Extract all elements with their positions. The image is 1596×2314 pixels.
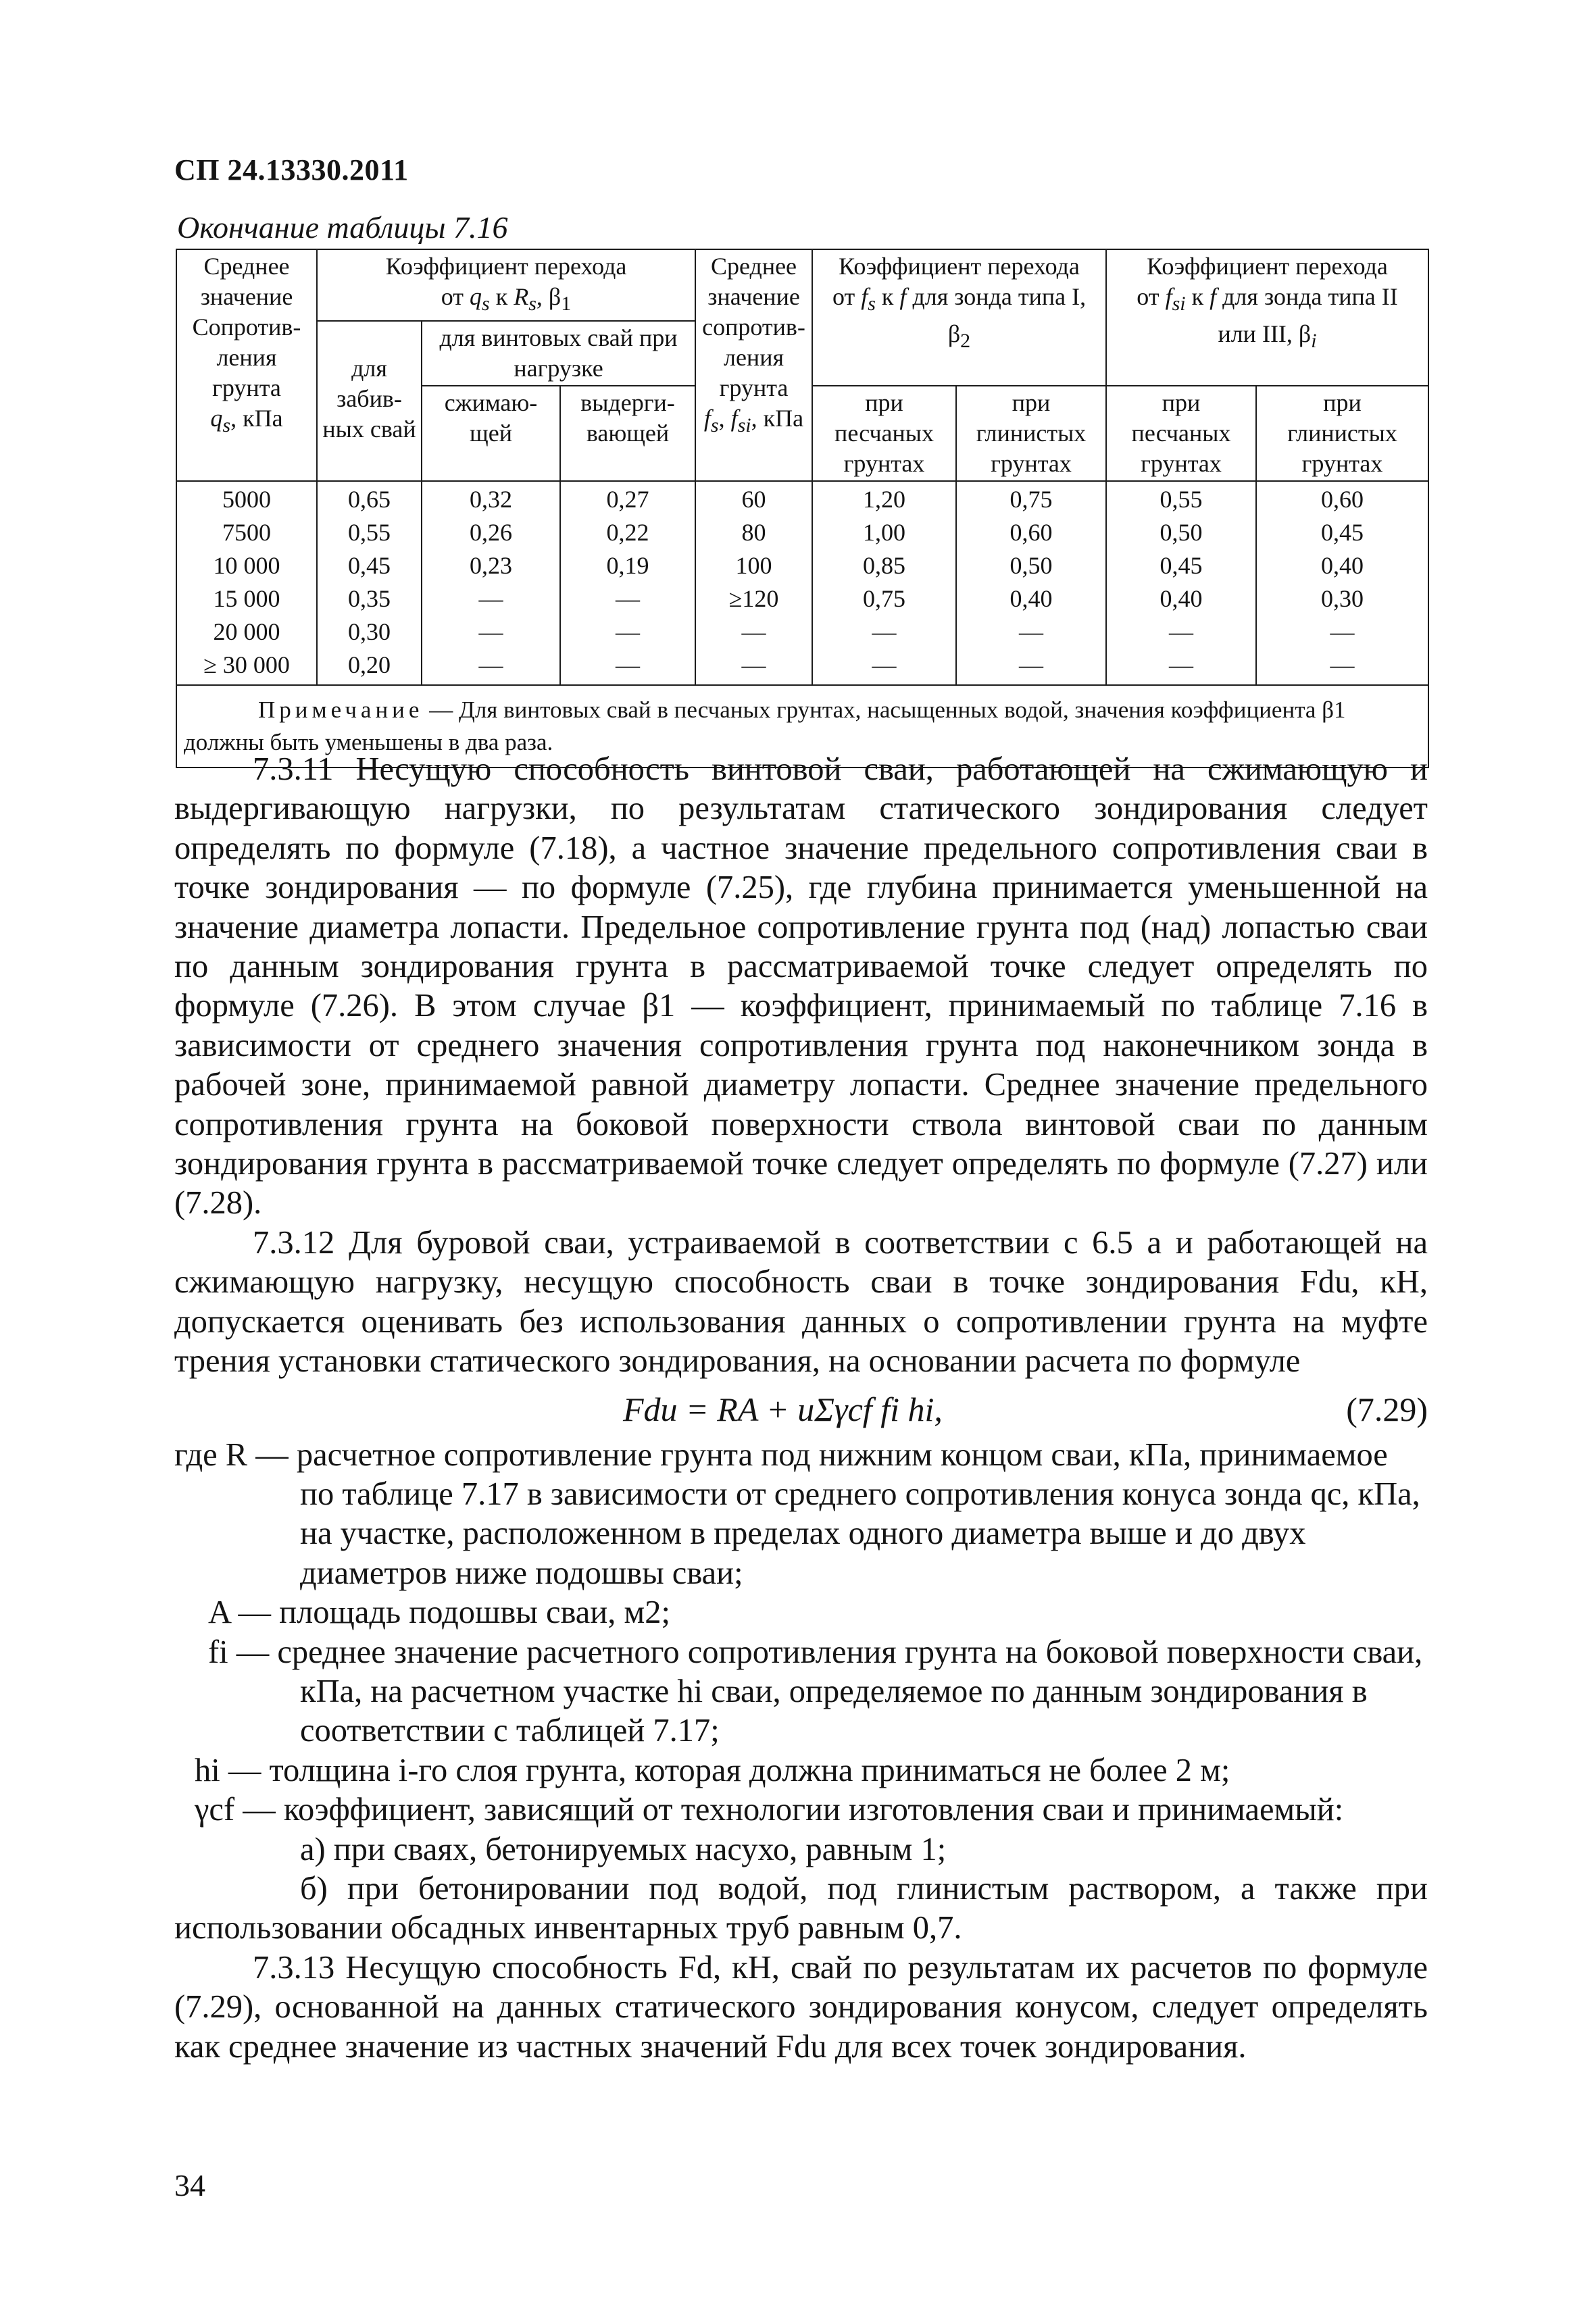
definition-hi: hi — толщина i-го слоя грунта, которая должна приниматься не более 2 м; [195,1752,1230,1788]
table-cell: 0,50 [1106,515,1256,548]
table-cell: — [560,614,695,647]
table-cell: — [1256,614,1428,647]
table-row [176,647,1428,685]
formula-number: (7.29) [1346,1390,1428,1428]
table-cell: 0,20 [317,647,422,685]
table-cell: — [560,647,695,685]
table-caption: Окончание таблицы 7.16 [177,210,508,245]
table-cell: 0,45 [1256,515,1428,548]
table-cell: — [812,647,956,685]
paragraph-7-3-13: 7.3.13 Несущую способность Fd, кН, свай по результатам их расчетов по формуле (7.29), основанной на данных статического зондирования конусом, следует определять как среднее значение из частных значений Fdu для всех точек зондирования. [174,1949,1428,2065]
formula-7-29 [174,1386,1428,1436]
definition-R: где R — расчетное сопротивление грунта под нижним концом сваи, кПа, принимаемое по таблице 7.17 в зависимости от среднего сопротивления конуса зонда qc, кПа, на участке, расположенном в пределах одного диаметра выше и до двух диаметров ниже подошвы сваи; [174,1436,1420,1591]
table-cell: — [695,647,812,685]
table-cell: 0,45 [1106,548,1256,581]
table-cell: 20 000 [176,614,317,647]
header-pulling: выдерги- вающей [560,386,695,481]
definition-gamma-cf: γcf — коэффициент, зависящий от технологии изготовления сваи и принимаемый: [195,1792,1344,1828]
header-betai: Коэффициент перехода от $f_{si}$ к f для зонда типа II или III, $\beta_i$ [1106,249,1428,386]
header-beta2: Коэффициент перехода от $f_s$ к f для зонда типа I, $\beta_2$ [812,249,1106,386]
formula-expression: Fdu = RA + uΣγcf fi hi, [623,1390,943,1428]
paragraph-7-3-12: 7.3.12 Для буровой сваи, устраиваемой в соответствии с 6.5 а и работающей на сжимающую нагрузку, несущую способность сваи в точке зондирования Fdu, кН, допускается оценивать без использования данных о сопротивлении грунта на муфте трения установки статического зондирования, на основании расчета по формуле [174,1224,1428,1380]
table-cell: 0,45 [317,548,422,581]
header-driven-piles: для забив- ных свай [317,321,422,481]
paragraph-7-3-11: 7.3.11 Несущую способность винтовой сваи, работающей на сжимающую и выдергивающую нагрузки, по результатам статического зондирования следует определять по формуле (7.18), а частное значение предельного сопротивления сваи в точке зондирования — по формуле (7.25), где глубина принимается уменьшенной на значение диаметра лопасти. Предельное сопротивление грунта под (над) лопастью сваи по данным зондирования грунта в рассматриваемой точке следует определять по формуле (7.26). В этом случае β1 — коэффициент, принимаемый по таблице 7.16 в зависимости от среднего значения сопротивления грунта под наконечником зонда в рабочей зоне, принимаемой равной диаметру лопасти. Среднее значение предельного сопротивления грунта на боковой поверхности ствола винтовой сваи по данным зондирования грунта в рассматриваемой точке следует определять по формуле (7.27) или (7.28). [174,751,1428,1222]
table-cell: ≥120 [695,581,812,614]
item-a: а) при сваях, бетонируемых насухо, равным 1; [300,1831,947,1867]
table-cell: 15 000 [176,581,317,614]
body-text [174,750,1428,2067]
table-row [176,515,1428,548]
header-soil-resistance: Среднее значение Сопротив- ления грунта $q_s$, кПа [176,249,317,481]
table-cell: ≥ 30 000 [176,647,317,685]
table-cell: — [1106,614,1256,647]
table-cell: 0,27 [560,481,695,515]
table-cell: 0,40 [1106,581,1256,614]
table-cell: 0,55 [317,515,422,548]
table-cell: 0,65 [317,481,422,515]
table-cell: 5000 [176,481,317,515]
table-cell: 1,00 [812,515,956,548]
table-cell: 0,75 [812,581,956,614]
table-cell: 0,30 [1256,581,1428,614]
table-cell: 0,50 [956,548,1106,581]
table-cell: 0,19 [560,548,695,581]
header-clayey-1: при глинистых грунтах [956,386,1106,481]
table-cell: 0,22 [560,515,695,548]
table-cell: 100 [695,548,812,581]
table-cell: 0,26 [422,515,560,548]
table-row [176,614,1428,647]
table-cell: — [695,614,812,647]
table-cell: 80 [695,515,812,548]
header-compressing: сжимаю- щей [422,386,560,481]
table-cell: — [1106,647,1256,685]
table-cell: 0,60 [956,515,1106,548]
table-cell: 1,20 [812,481,956,515]
header-sandy-2: при песчаных грунтах [1106,386,1256,481]
table-cell: — [422,581,560,614]
table-cell: 0,23 [422,548,560,581]
table-cell: 60 [695,481,812,515]
table-cell: — [422,614,560,647]
document-header: СП 24.13330.2011 [174,153,409,186]
table-cell: 0,85 [812,548,956,581]
table-cell: 0,35 [317,581,422,614]
definition-A: A — площадь подошвы сваи, м2; [208,1594,670,1631]
note-text: — Для винтовых свай в песчаных грунтах, насыщенных водой, значения коэффициента β1 должны быть уменьшены в два раза. [184,697,1346,756]
note-label: Примечание [258,697,424,724]
table-cell: 0,40 [956,581,1106,614]
table-cell: 0,32 [422,481,560,515]
header-sandy-1: при песчаных грунтах [812,386,956,481]
header-side-resistance: Среднее значение сопротив- ления грунта $f_s$, $f_{si}$, кПа [695,249,812,481]
table-cell: 7500 [176,515,317,548]
header-clayey-2: при глинистых грунтах [1256,386,1428,481]
table-row [176,581,1428,614]
page-number: 34 [174,2168,205,2203]
table-cell: 0,55 [1106,481,1256,515]
table-row [176,548,1428,581]
item-b: б) при бетонировании под водой, под глинистым раствором, а также при использовании обсадных инвентарных труб равным 0,7. [174,1870,1428,1946]
table-cell: — [956,614,1106,647]
header-transition-coefficient: Коэффициент перехода от $q_s$ к $R_s$, $\beta_1$ [317,249,695,321]
table-cell: 0,75 [956,481,1106,515]
table-cell: — [1256,647,1428,685]
header-screw-piles: для винтовых свай при нагрузке [422,321,695,386]
definition-fi: fi — среднее значение расчетного сопротивления грунта на боковой поверхности сваи, кПа, на расчетном участке hi сваи, определяемое по данным зондирования в соответствии с таблицей 7.17; [208,1634,1423,1749]
table-row [176,481,1428,515]
table-cell: — [956,647,1106,685]
table-cell: — [812,614,956,647]
table-cell: — [422,647,560,685]
definitions [174,1436,1428,1948]
table-cell: — [560,581,695,614]
table-cell: 0,40 [1256,548,1428,581]
table-cell: 0,30 [317,614,422,647]
coefficient-table [176,249,1429,768]
table-cell: 10 000 [176,548,317,581]
table-cell: 0,60 [1256,481,1428,515]
